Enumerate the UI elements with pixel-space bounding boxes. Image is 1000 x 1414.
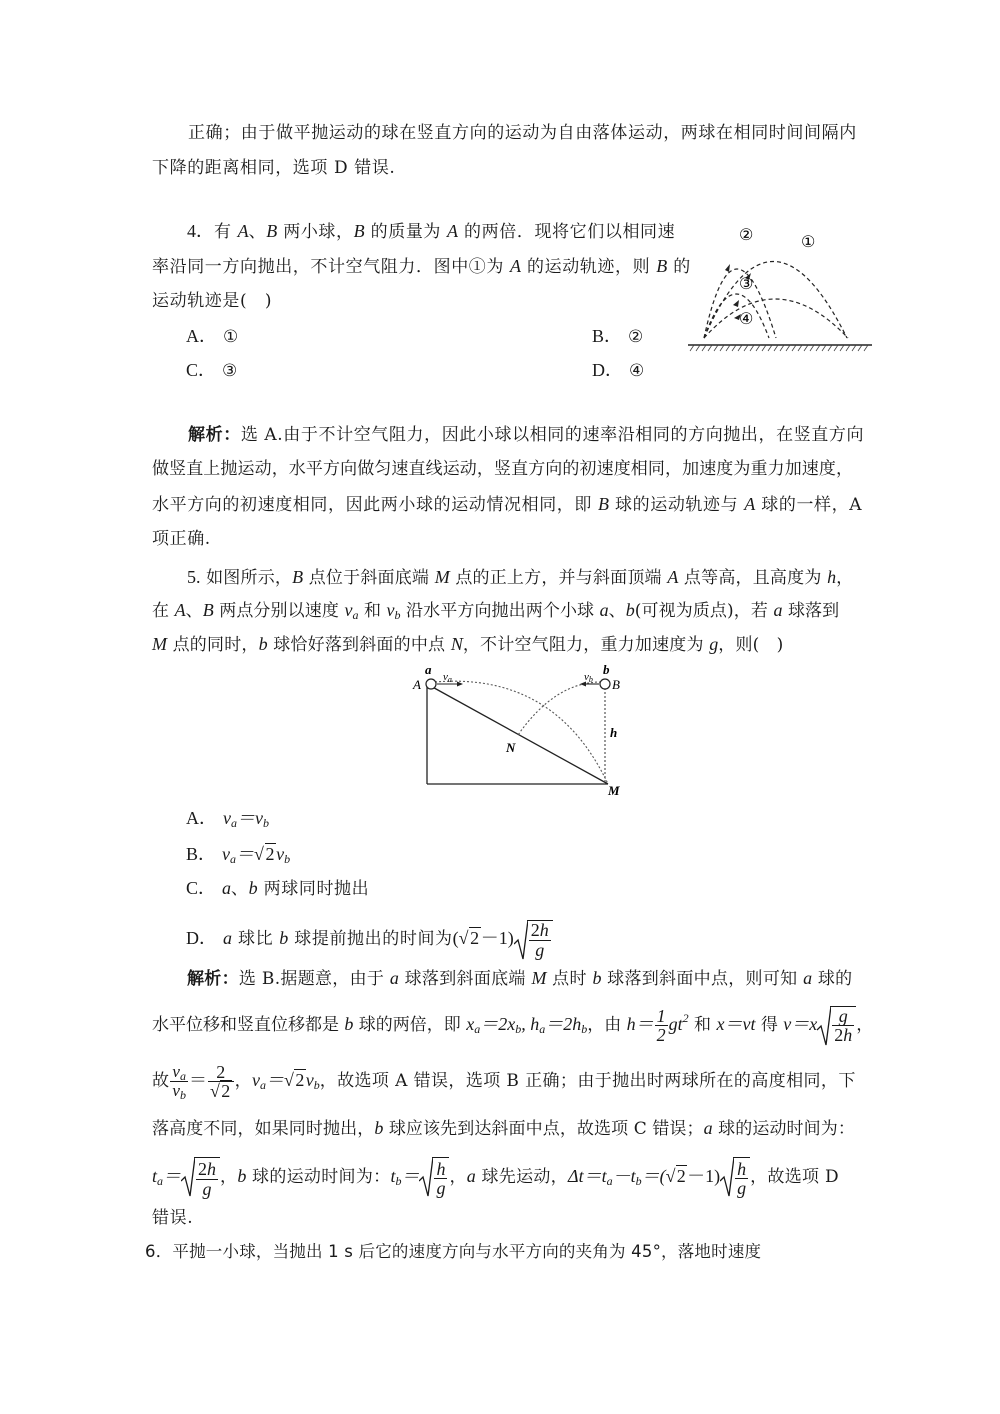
q4-number: 4． (187, 221, 214, 241)
q4-text: 两小球， (277, 222, 354, 242)
formula-va: $v_a=$ (252, 1070, 285, 1092)
analysis-text: 球落到斜面中点，则可知 (601, 969, 804, 989)
var-N: N (450, 634, 463, 654)
q5-text: 沿水平方向抛出两个小球 (400, 601, 600, 621)
analysis-text: 球先运动， (475, 1167, 568, 1187)
q5-text: 点等高，且高度为 (678, 568, 828, 588)
q5-option-a[interactable] (186, 806, 269, 831)
analysis-text: ，故选项 D (750, 1167, 839, 1187)
formula-x-vt: x＝vt (716, 1014, 756, 1034)
analysis-text: 水平位移和竖直位移都是 (152, 1015, 345, 1035)
sqrt-h-over-g: $\frac{h}{g}$ (720, 1157, 750, 1198)
option-label: A． (186, 808, 217, 828)
var-a: a (222, 878, 232, 898)
q4-stem-line-1 (187, 219, 675, 244)
analysis-text: 和 (688, 1015, 717, 1035)
q4-text: 的 (667, 257, 691, 277)
option-text: 球提前抛出的时间为 (288, 929, 453, 949)
trajectory-b (518, 682, 601, 735)
label-M: M (608, 783, 620, 796)
analysis-title: 解析： (188, 425, 241, 445)
formula-tb: $t_b=$ (390, 1166, 420, 1188)
trajectory-a (435, 681, 608, 784)
var-g: g (709, 634, 719, 654)
label-va: va (443, 671, 452, 684)
analysis-text: ，故选项 A 错误，选项 B 正确；由于抛出时两球所在的高度相同，下 (319, 1071, 856, 1091)
analysis-text: ， (449, 1167, 467, 1187)
ball-a (426, 679, 436, 689)
q5-text: 在 (152, 601, 175, 621)
var-A: A (667, 567, 679, 587)
q4-analysis-line-1 (188, 423, 864, 447)
var-A: A (174, 600, 186, 620)
q5-text: ，不计空气阻力，重力加速度为 (462, 635, 710, 655)
q5-stem-line-2 (152, 598, 839, 623)
var-b: b (248, 878, 258, 898)
analysis-text: 球应该先到达斜面中点，故选项 C 错误； (383, 1119, 704, 1139)
sqrt-g-over-2h: $\frac{g}{2h}$ (817, 1006, 856, 1045)
var-B: B (353, 221, 365, 241)
fraction-2-sqrt2: $\frac{2}{√2}$ (208, 1063, 234, 1100)
q5-text: 和 (358, 601, 387, 621)
sqrt-2: √2 (458, 928, 480, 948)
q5-analysis-line-6: 错误. (152, 1208, 194, 1228)
var-A: A (447, 221, 459, 241)
q5-number: 5. (187, 567, 201, 587)
q4-option-a[interactable] (186, 324, 239, 349)
fraction-va-vb: $\frac{v_a}{v_b}$ (172, 1062, 186, 1102)
analysis-text: 球的 (812, 969, 853, 989)
arrow-2 (725, 264, 730, 272)
q4-trajectory-figure (684, 220, 874, 355)
option-formula: $v_a=v_b$ (223, 808, 270, 830)
var-B: B (292, 567, 304, 587)
analysis-text: 得 (755, 1015, 784, 1035)
q4-stem-line-2 (152, 254, 691, 279)
option-value: ② (628, 327, 644, 347)
prev-answer-line-1: 正确；由于做平抛运动的球在竖直方向的运动为自由落体运动，两球在相同时间间隔内 (188, 123, 857, 143)
q4-option-d[interactable] (592, 358, 645, 383)
q5-analysis-line-1 (187, 966, 852, 991)
q5-option-d[interactable]: D． a 球比 b 球提前抛出的时间为(√2－1) $\frac{2h}{g}$ (186, 920, 553, 959)
var-a: a (803, 968, 813, 988)
var-b: b (625, 600, 635, 620)
q6-stem: 6．平抛一小球，当抛出 1 s 后它的速度方向与水平方向的夹角为 45°，落地时速度 (145, 1242, 762, 1261)
analysis-text: 球的一样，A (755, 495, 863, 515)
var-va: $v_a$ (344, 600, 359, 622)
analysis-text: 水平方向的初速度相同，因此两小球的运动情况相同，即 (152, 495, 599, 515)
q5-analysis-line-4 (152, 1116, 855, 1141)
trajectory-1 (704, 262, 847, 339)
q4-text: 的运动轨迹，则 (521, 257, 657, 277)
trajectory-4 (704, 299, 848, 338)
label-1: ① (801, 234, 816, 251)
q4-analysis-line-2: 做竖直上抛运动，水平方向做匀速直线运动，竖直方向的初速度相同，加速度为重力加速度， (152, 459, 854, 479)
q5-text: 球落到 (782, 601, 840, 621)
q4-text: 、 (248, 222, 267, 242)
analysis-text: 选 A.由于不计空气阻力，因此小球以相同的速率沿相同的方向抛出，在竖直方向 (240, 425, 865, 445)
formula-xa-2xb: $x_a=2x_b$, $h_a=2h_b$ (466, 1014, 588, 1036)
analysis-text: 球的运动时间为： (712, 1119, 855, 1139)
var-b: b (258, 634, 268, 654)
var-a: a (389, 968, 399, 988)
q5-option-b[interactable]: B． $v_a=√2v_b$ (186, 844, 291, 866)
q5-stem-line-1 (187, 565, 853, 590)
var-b: b (279, 928, 289, 948)
option-label: B． (592, 326, 623, 346)
var-a: a (773, 600, 783, 620)
q5-text: 如图所示， (200, 568, 293, 588)
analysis-text: 球的运动轨迹与 (609, 495, 745, 515)
analysis-text: ，由 (587, 1015, 627, 1035)
var-b: b (237, 1166, 247, 1186)
var-A: A (510, 256, 522, 276)
var-M: M (531, 968, 547, 988)
q5-text: (可视为质点)，若 (634, 601, 774, 621)
var-A: A (744, 494, 756, 514)
q5-text: ，则( ) (718, 635, 784, 655)
label-vb: vb (584, 671, 593, 684)
var-M: M (434, 567, 450, 587)
q4-option-b[interactable] (592, 324, 644, 349)
option-label: B． (186, 844, 217, 864)
q4-analysis-line-3 (152, 492, 862, 517)
var-a: a (703, 1118, 713, 1138)
var-B: B (202, 600, 214, 620)
option-value: ① (223, 327, 239, 347)
label-b: b (603, 662, 610, 677)
var-B: B (656, 256, 668, 276)
sqrt-2h-over-g: $\frac{2h}{g}$ (181, 1157, 220, 1198)
sqrt-h-over-g: $\frac{h}{g}$ (419, 1157, 449, 1198)
analysis-text: 球的运动时间为： (246, 1167, 391, 1187)
var-M: M (152, 634, 167, 654)
analysis-text: 点时 (546, 969, 593, 989)
option-label: C． (186, 878, 217, 898)
var-B: B (598, 494, 610, 514)
var-a: a (223, 928, 233, 948)
analysis-text: ， (220, 1167, 238, 1187)
formula-v: v＝x (783, 1014, 818, 1034)
var-a: a (466, 1166, 476, 1186)
label-4: ④ (739, 311, 754, 328)
var-a: a (599, 600, 609, 620)
incline-slope (427, 684, 608, 784)
label-h: h (610, 725, 618, 740)
analysis-text: 球的两倍，即 (353, 1015, 467, 1035)
q5-stem-line-3 (152, 632, 784, 657)
var-b: b (374, 1118, 384, 1138)
q4-text: 率沿同一方向抛出，不计空气阻力．图中①为 (152, 257, 511, 277)
arrow-3 (733, 300, 739, 307)
option-label: D． (186, 928, 217, 948)
option-text: 两球同时抛出 (263, 879, 370, 899)
q4-option-c[interactable] (186, 358, 238, 383)
formula-h-half-gt2: h＝ $\frac{1}{2}$ $gt^2$ (626, 1006, 689, 1046)
sqrt-2: √2 (254, 844, 276, 864)
option-value: ③ (222, 361, 238, 381)
q4-text: 的两倍．现将它们以相同速 (458, 222, 676, 242)
q5-incline-figure (405, 662, 635, 796)
q5-analysis-line-5: $t_a=$ $\frac{2h}{g}$ ，b 球的运动时间为：$t_b=$ $\frac{h}{g}$ ，a 球先运动，$\Delta t=t_a-t_b=(√2-1)$ $\frac{h}{g}$ ，故选项 D (152, 1158, 839, 1199)
option-text: 球比 (232, 929, 280, 949)
q5-text: 球恰好落到斜面的中点 (267, 635, 451, 655)
q5-text: 、 (185, 601, 203, 621)
q5-analysis-line-3: 故 $\frac{v_a}{v_b}$ ＝ $\frac{2}{√2}$ ，$v_a=√2v_b$，故选项 A 错误，选项 B 正确；由于抛出时两球所在的高度相同，下 (152, 1062, 856, 1102)
option-value: ④ (629, 361, 645, 381)
q4-text: 的质量为 (364, 222, 448, 242)
q5-text: 点位于斜面底端 (303, 568, 435, 588)
var-b: b (592, 968, 602, 988)
analysis-text: 球落到斜面底端 (398, 969, 532, 989)
q5-text: 两点分别以速度 (213, 601, 345, 621)
label-N: N (506, 740, 516, 755)
var-A: A (237, 221, 249, 241)
analysis-text: 故 (152, 1071, 170, 1091)
analysis-text: 选 B.据题意，由于 (238, 969, 390, 989)
var-b: b (344, 1014, 354, 1034)
analysis-title: 解析： (187, 969, 239, 989)
formula-delta-t: $\Delta t=t_a-t_b=$( (567, 1166, 666, 1188)
option-label: A． (186, 326, 217, 346)
q5-analysis-line-2: 水平位移和竖直位移都是 b 球的两倍，即 $x_a=2x_b$, $h_a=2h_b$，由 h＝ $\frac{1}{2}$ $gt^2$ 和 x＝vt 得 v＝x $\frac{g}{2h}$ ， (152, 1006, 874, 1046)
q5-text: 点的同时， (167, 635, 259, 655)
q4-text: 有 (214, 222, 238, 242)
q5-option-c[interactable]: C． a、b 两球同时抛出 (186, 878, 370, 899)
label-3: ③ (739, 276, 754, 293)
formula-ta: $t_a=$ (152, 1166, 182, 1188)
var-h: h (827, 567, 837, 587)
q5-text: ， (836, 568, 854, 588)
q5-text: 、 (608, 601, 626, 621)
q5-text: 点的正上方，并与斜面顶端 (449, 568, 668, 588)
option-label: C． (186, 360, 217, 380)
prev-answer-line-2: 下降的距离相同，选项 D 错误. (152, 158, 396, 178)
q4-analysis-line-4: 项正确. (152, 529, 211, 549)
var-B: B (266, 221, 278, 241)
var-vb: $v_b$ (386, 600, 401, 622)
option-label: D． (592, 360, 623, 380)
ground-hatching (690, 345, 868, 351)
label-2: ② (739, 227, 754, 244)
label-a: a (425, 662, 432, 677)
sqrt-2h-over-g: $\frac{2h}{g}$ (514, 920, 553, 959)
q4-stem-line-3: 运动轨迹是( ) (152, 291, 273, 311)
analysis-text: 落高度不同，如果同时抛出， (152, 1119, 375, 1139)
label-A: A (413, 677, 421, 692)
label-B: B (612, 677, 620, 692)
ball-b (600, 679, 610, 689)
option-formula: $v_a=$ (222, 844, 255, 866)
